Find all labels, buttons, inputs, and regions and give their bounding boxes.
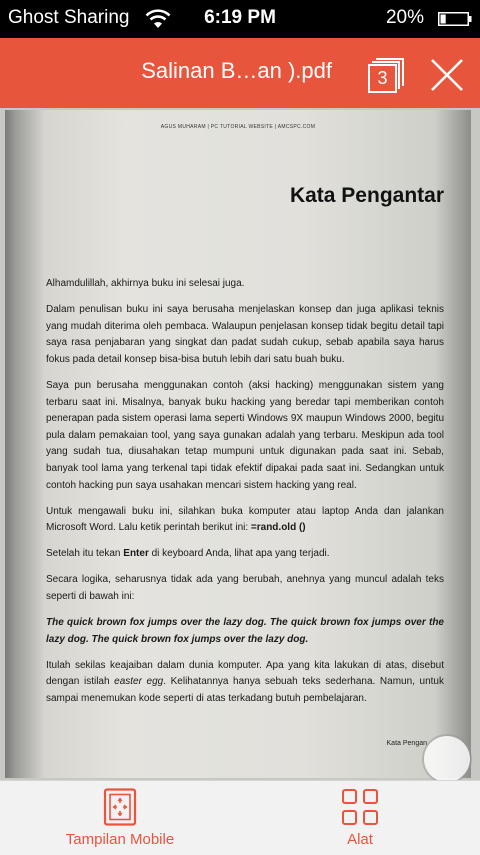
paragraph-text: Untuk mengawali buku ini, silahkan buka komputer atau laptop Anda dan jalankan Microsoft Word. Lalu ketik perintah berikut ini: <box>46 505 444 534</box>
key-name: Enter <box>123 548 149 560</box>
paragraph: Saya pun berusaha menggunakan contoh (aksi hacking) menggunakan sistem yang terbaru saat ini. Misalnya, banyak buku hacking yang beredar tapi memberikan contoh penerapan pada sistem operasi lama seperti Windows 9X maupun Windows 2000, begitu pula dalam pemakaian tool, yang saya gunakan adalah yang terbaru. Meskipun ada tool yang sudah tua, diusahakan tetap mumpuni untuk digunakan pada saat ini. Sebab, banyak tool lama yang terkenal tapi tidak efektif dipakai pada saat ini. Sedangkan untuk contoh hacking pun saya usahakan mencari sistem hacking yang real. <box>46 379 444 491</box>
paragraph <box>46 504 444 537</box>
paragraph: Dalam penulisan buku ini saya berusaha menjelaskan konsep dan juga aplikasi teknis yang mudah diterima oleh pembaca. Walaupun penjelasan konsep tidak begitu detail tapi saya rasa penjabaran yang singkat dan padat sudah cukup, sebab apabila saya harus fokus pada detail konsep bisa-bisa butuh lebih dari satu buah buku. <box>46 304 444 365</box>
mobile-view-icon <box>103 788 137 826</box>
battery-icon <box>438 12 472 26</box>
emphasis-text: easter egg <box>114 676 164 688</box>
chapter-title: Kata Pengantar <box>289 184 444 207</box>
mobile-view-button[interactable] <box>40 781 200 855</box>
command-text: =rand.old () <box>250 522 306 534</box>
paragraph <box>46 658 444 708</box>
wifi-icon <box>144 8 172 30</box>
page-footer: Kata Pengan <box>386 740 427 747</box>
page-count: 3 <box>377 68 388 88</box>
paragraph-text: di keyboard Anda, lihat apa yang terjadi. <box>148 548 330 560</box>
mobile-view-label: Tampilan Mobile <box>65 831 175 848</box>
paragraph <box>46 546 444 563</box>
floating-action-button[interactable] <box>424 736 470 782</box>
paragraph-text: Itulah sekilas keajaiban dalam dunia komputer. Apa yang kita lakukan di atas, disebut dengan istilah <box>46 659 444 688</box>
status-bar <box>0 0 480 38</box>
grid-icon <box>341 788 379 826</box>
clock: 6:19 PM <box>204 7 276 28</box>
document-title[interactable]: Salinan B…an ).pdf <box>141 58 332 83</box>
document-header <box>0 38 480 108</box>
paragraph-text: . Kelihatannya hanya sebuah teks sederhana. Namun, untuk sampai menemukan kode seperti di atas terkadang butuh pembelajaran. <box>46 676 444 704</box>
close-icon <box>430 58 464 92</box>
paragraph: Secara logika, seharusnya tidak ada yang berubah, anehnya yang muncul adalah teks seperti di bawah ini: <box>46 574 444 602</box>
carrier-name: Ghost Sharing <box>8 7 130 28</box>
running-head: AGUS MUHARAM | PC TUTORIAL WEBSITE | AMCSPC.COM <box>160 124 316 130</box>
page-count-button[interactable] <box>366 56 406 94</box>
paragraph-text: Setelah itu tekan <box>46 548 124 560</box>
quote-paragraph: The quick brown fox jumps over the lazy dog. The quick brown fox jumps over the lazy dog. The quick brown fox jumps over the lazy dog. <box>46 617 444 645</box>
close-button[interactable] <box>430 58 464 92</box>
paragraph: Alhamdulillah, akhirnya buku ini selesai juga. <box>46 278 245 289</box>
document-page <box>5 110 471 778</box>
tools-button[interactable] <box>300 781 420 855</box>
tools-label: Alat <box>347 831 373 848</box>
document-viewer[interactable] <box>0 108 480 780</box>
bottom-toolbar <box>0 780 480 855</box>
battery-percent: 20% <box>385 7 424 28</box>
page-body <box>46 276 444 717</box>
